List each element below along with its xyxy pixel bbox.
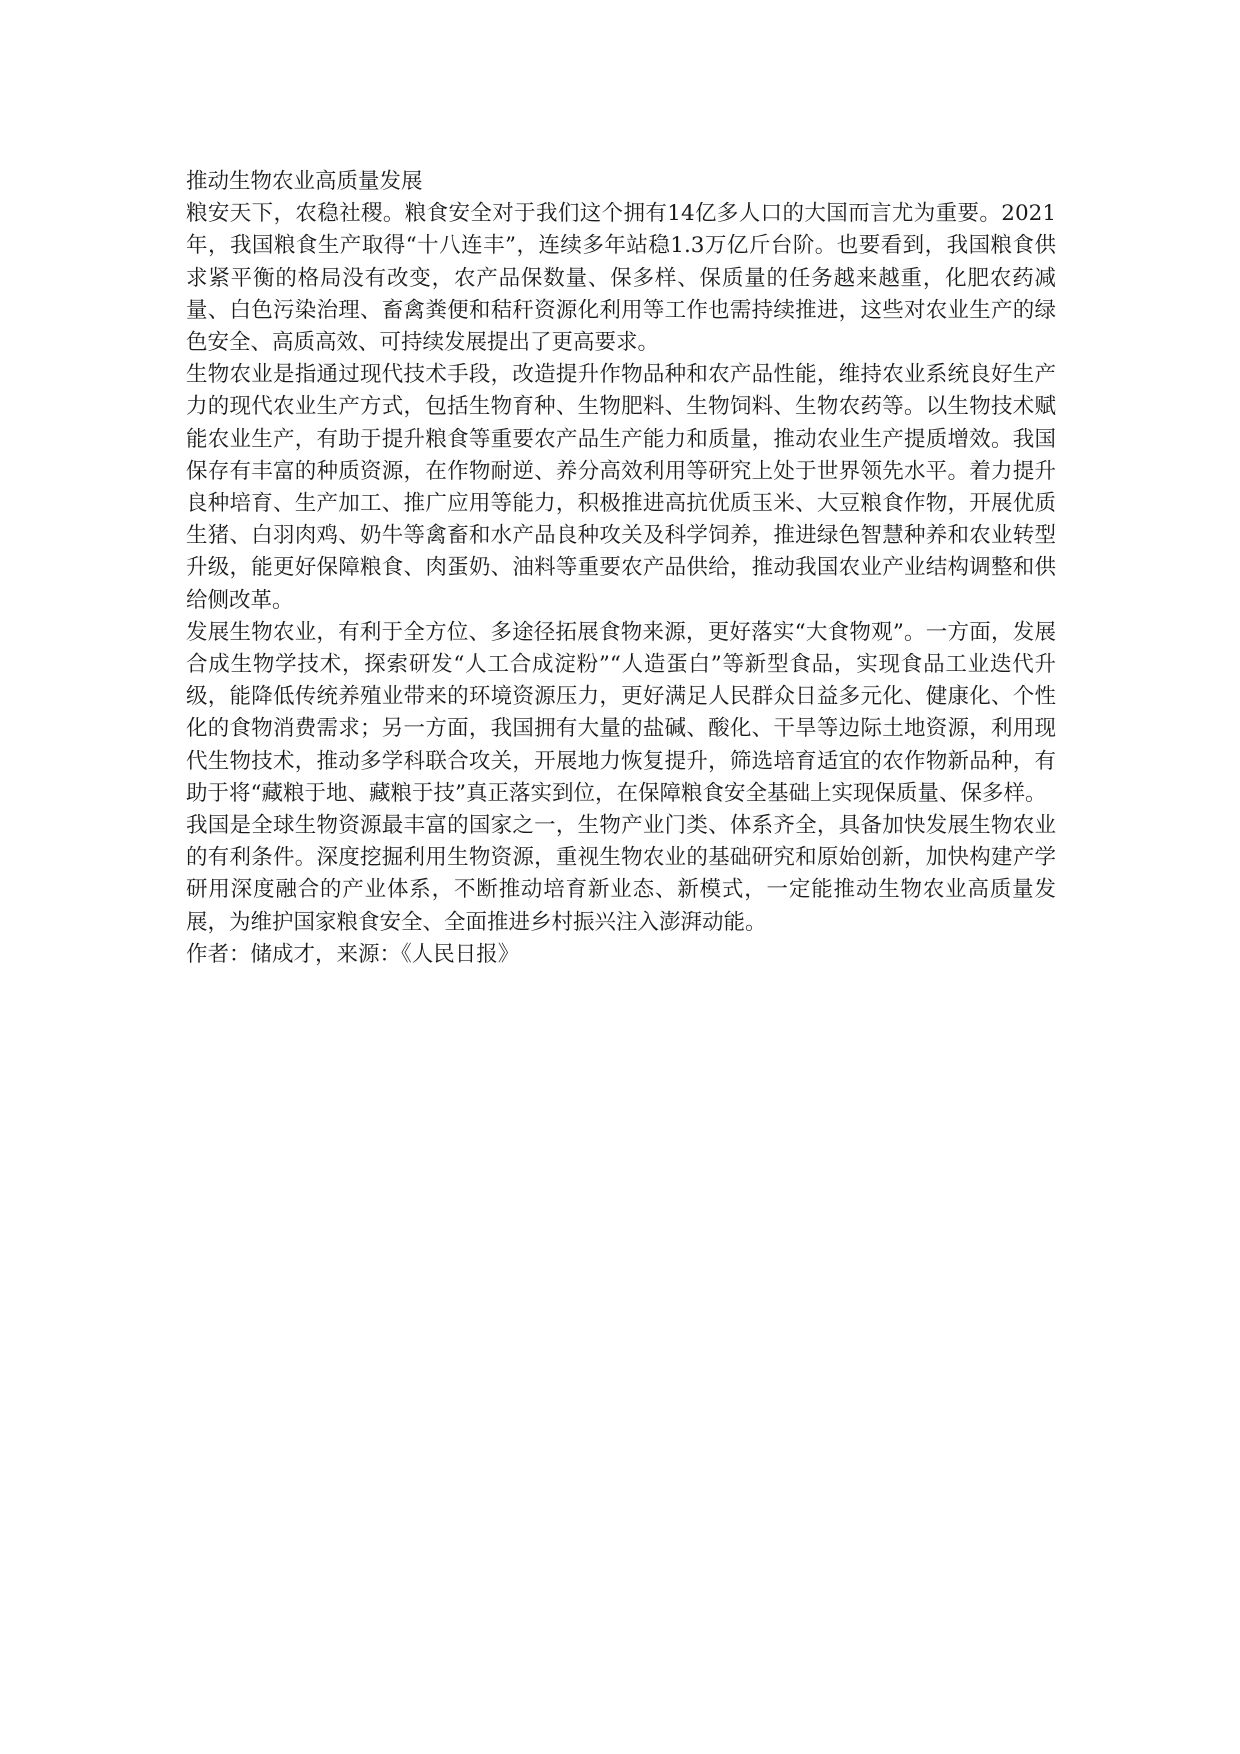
paragraph-4: 我国是全球生物资源最丰富的国家之一，生物产业门类、体系齐全，具备加快发展生物农业的有利条件。深度挖掘利用生物资源，重视生物农业的基础研究和原始创新，加快构建产学研用深度融合的产业体系，不断推动培育新业态、新模式，一定能推动生物农业高质量发展，为维护国家粮食安全、全面推进乡村振兴注入澎湃动能。 [186, 813, 1056, 935]
paragraph-3: 发展生物农业，有利于全方位、多途径拓展食物来源，更好落实“大食物观”。一方面，发展合成生物学技术，探索研发“人工合成淀粉”“人造蛋白”等新型食品，实现食品工业迭代升级，能降低传统养殖业带来的环境资源压力，更好满足人民群众日益多元化、健康化、个性化的食物消费需求；另一方面，我国拥有大量的盐碱、酸化、干旱等边际土地资源，利用现代生物技术，推动多学科联合攻关，开展地力恢复提升，筛选培育适宜的农作物新品种，有助于将“藏粮于地、藏粮于技”真正落实到位，在保障粮食安全基础上实现保质量、保多样。 [186, 619, 1056, 806]
article-byline: 作者：储成才，来源：《人民日报》 [186, 941, 520, 967]
paragraph-1: 粮安天下，农稳社稷。粮食安全对于我们这个拥有14亿多人口的大国而言尤为重要。2021年，我国粮食生产取得“十八连丰”，连续多年站稳1.3万亿斤台阶。也要看到，我国粮食供求紧平衡的格局没有改变，农产品保数量、保多样、保质量的任务越来越重，化肥农药减量、白色污染治理、畜禽粪便和秸秆资源化利用等工作也需持续推进，这些对农业生产的绿色安全、高质高效、可持续发展提出了更高要求。 [186, 201, 1056, 356]
paragraph-2: 生物农业是指通过现代技术手段，改造提升作物品种和农产品性能，维持农业系统良好生产力的现代农业生产方式，包括生物育种、生物肥料、生物饲料、生物农药等。以生物技术赋能农业生产，有助于提升粮食等重要农产品生产能力和质量，推动农业生产提质增效。我国保存有丰富的种质资源，在作物耐逆、养分高效利用等研究上处于世界领先水平。着力提升良种培育、生产加工、推广应用等能力，积极推进高抗优质玉米、大豆粮食作物，开展优质生猪、白羽肉鸡、奶牛等禽畜和水产品良种攻关及科学饲养，推进绿色智慧种养和农业转型升级，能更好保障粮食、肉蛋奶、油料等重要农产品供给，推动我国农业产业结构调整和供给侧改革。 [186, 362, 1056, 613]
article-body [186, 166, 1056, 971]
article-title: 推动生物农业高质量发展 [186, 169, 423, 194]
